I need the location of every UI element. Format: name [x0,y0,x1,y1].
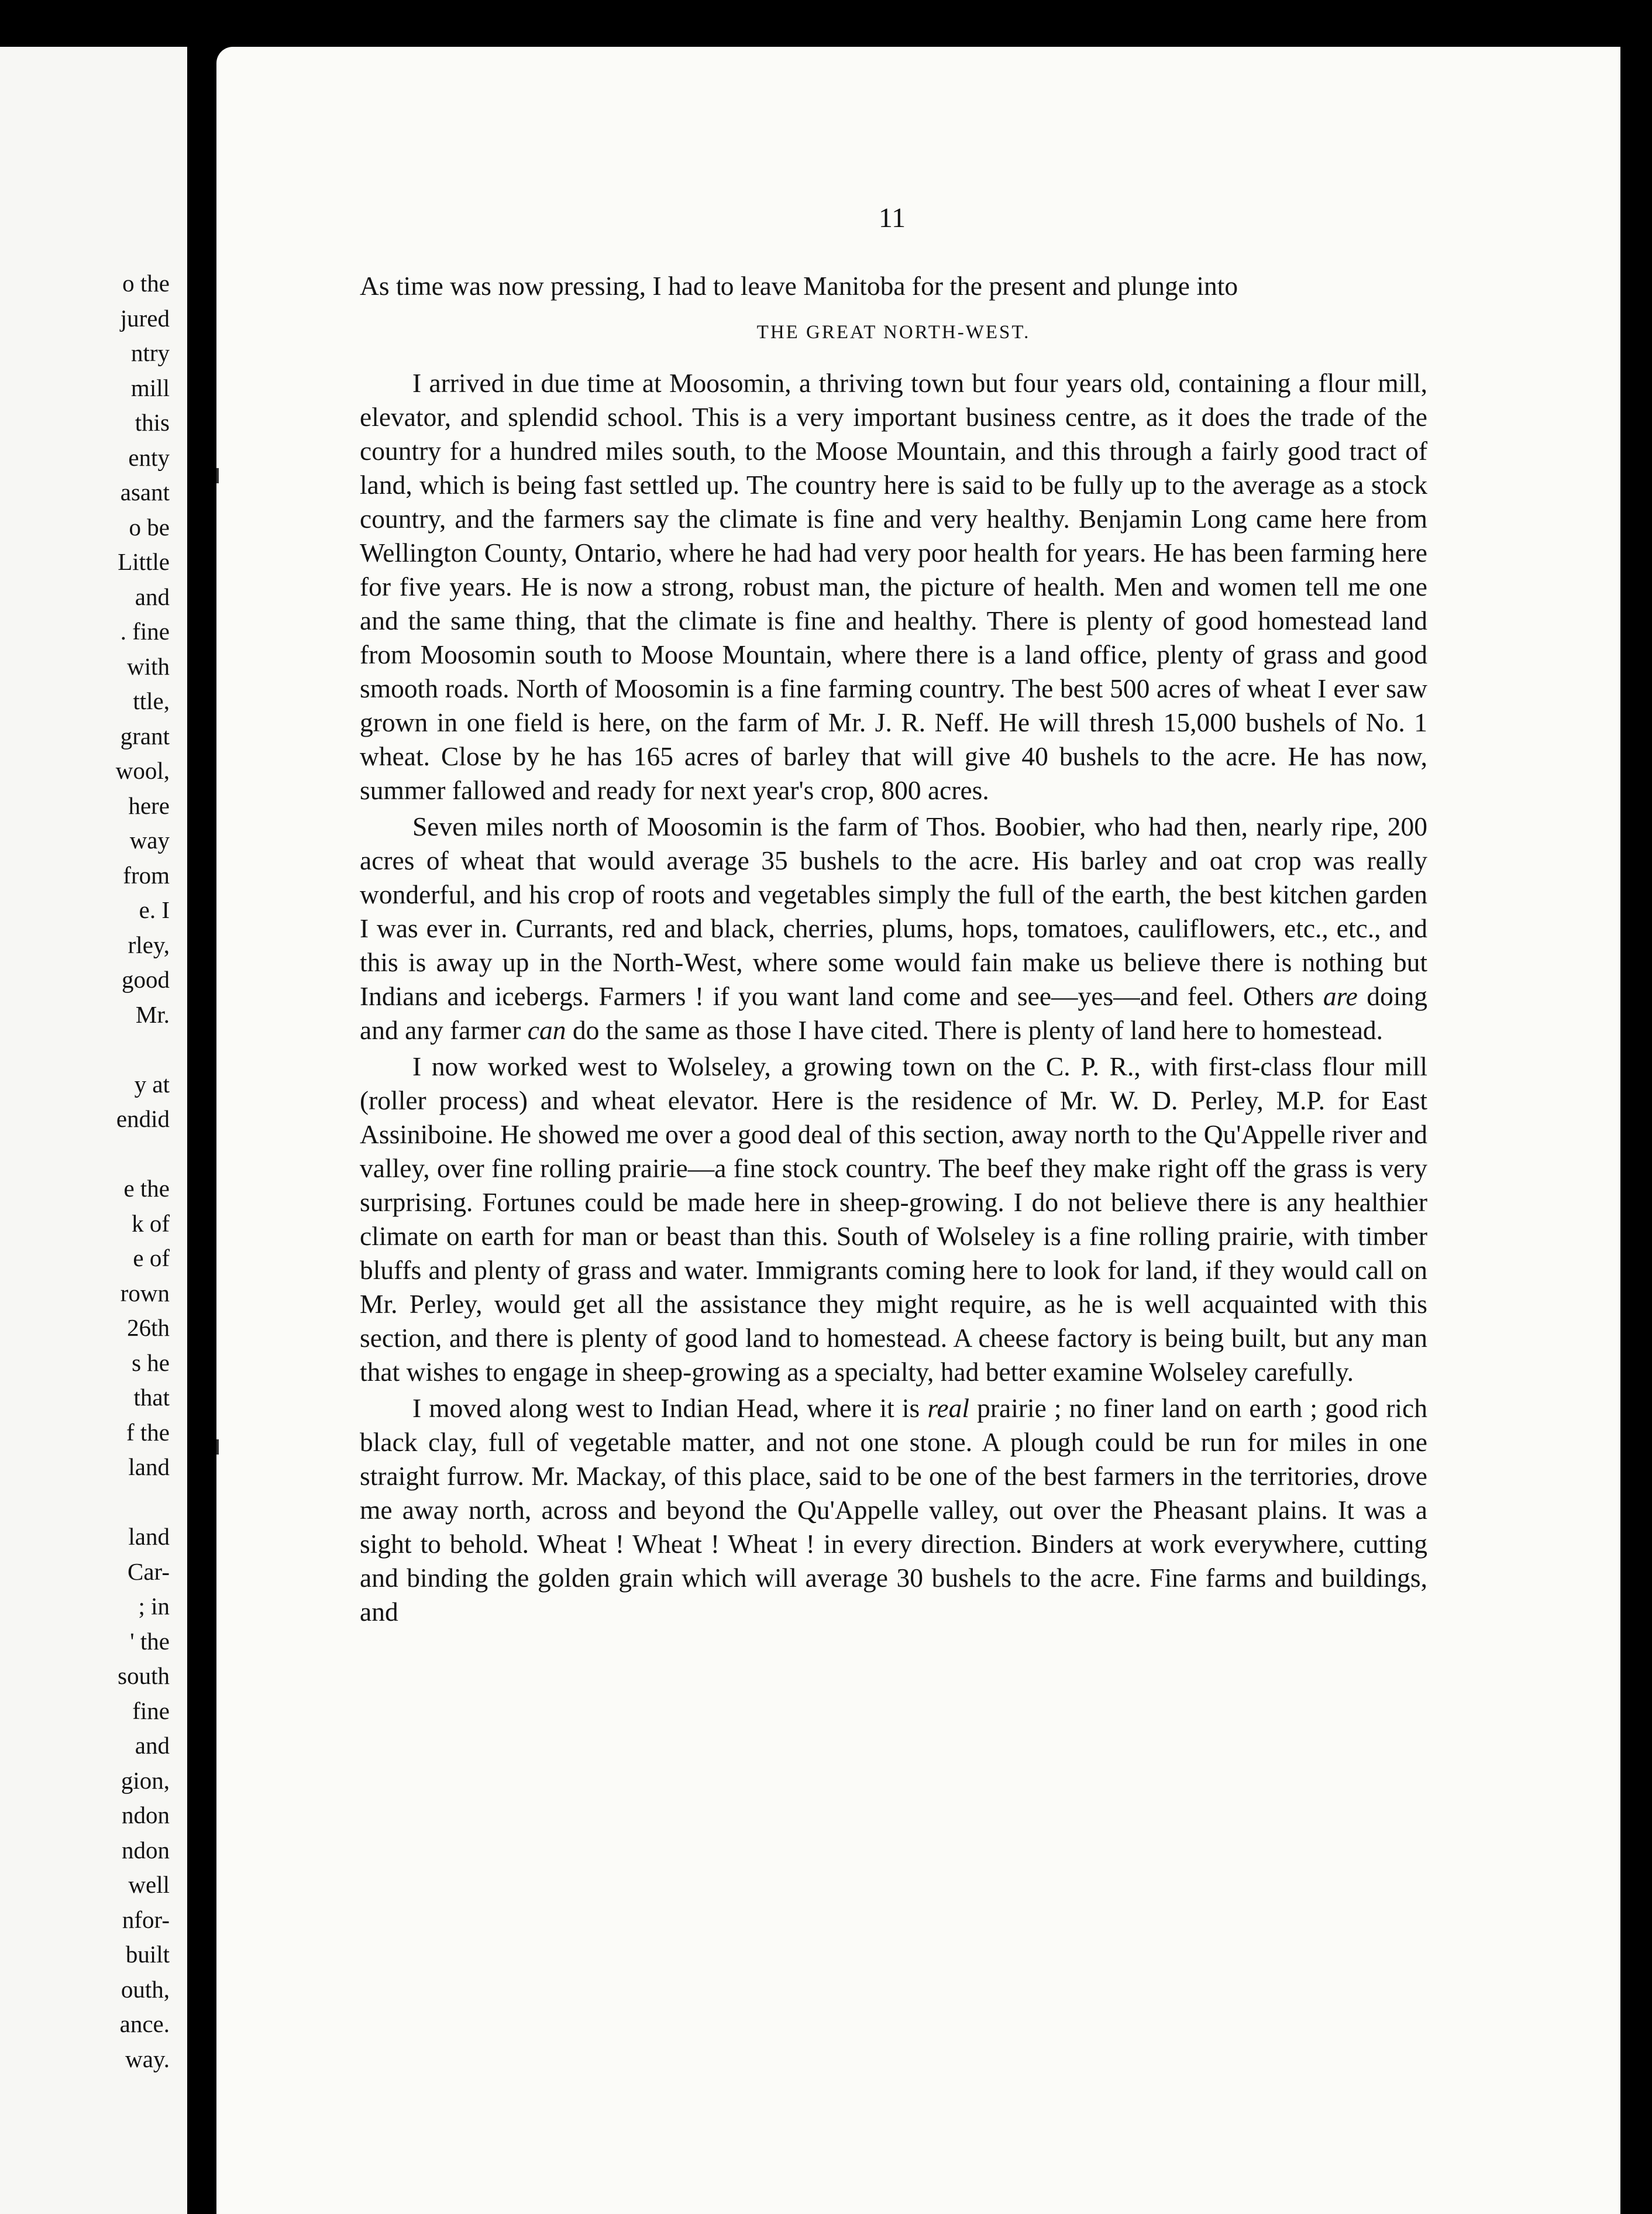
paragraph-text: Seven miles north of Moosomin is the farm of Thos. Boobier, who had then, nearly ripe, 200 acres of wheat that would average 35 bushels to the acre. His barley and oat crop was really wonderful, and his crop of roots and vegetables simply the full of the earth, the best kitchen garden I was ever in. Currants, red and black, cherries, plums, hops, tomatoes, cauliflowers, etc., etc., and this is away up in the North-West, where some would fain make us believe there is nothing but Indians and icebergs. Farmers ! if you want land come and see—yes—and feel. Others [360,812,1427,1011]
margin-mark [216,468,219,483]
left-line: Little [118,548,170,575]
book-spine-gap [187,0,216,2214]
intro-paragraph: As time was now pressing, I had to leave Manitoba for the present and plunge into [360,271,1238,301]
left-line: e of [133,1244,170,1271]
page-number: 11 [878,202,906,233]
body-text [360,269,1427,1629]
left-line: south [118,1662,170,1689]
left-line: ance. [119,2010,170,2037]
left-line: land [128,1523,170,1550]
left-line: ' the [130,1627,170,1655]
left-line: s he [132,1349,170,1376]
left-line-blank [18,1137,170,1172]
left-line: o the [122,270,170,297]
left-line: Mr. [135,1001,170,1028]
paragraph-text: prairie ; no finer land on earth ; good rich black clay, full of vegetable matter, and not one stone. A plough could be run for miles in one straight furrow. Mr. Mackay, of this place, said to be one of the best farmers in the territories, drove me away north, across and beyond the Qu'Appelle valley, out over the Pheasant plains. It was a sight to behold. Wheat ! Wheat ! Wheat ! in every direction. Binders at work everywhere, cutting and binding the golden grain which will average 30 bushels to the acre. Fine farms and buildings, and [360,1393,1427,1627]
left-line-blank [18,1485,170,1520]
left-line: from [123,861,170,889]
left-line: mill [130,374,170,401]
left-line: ndon [122,1802,170,1828]
paragraph-moosomin: I arrived in due time at Moosomin, a thriving town but four years old, containing a flour mill, elevator, and splendid school. This is a very important business centre, as it does the trade of the country for a hundred miles south, to the Moose Mountain, and this through a fairly good tract of land, which is being fast settled up. The country here is said to be fully up to the average as a stock country, and the farmers say the climate is fine and very healthy. Benjamin Long came here from Wellington County, Ontario, where he had had very poor health for years. He has been farming here for five years. He is now a strong, robust man, the picture of health. Men and women tell me one and the same thing, that the climate is fine and healthy. There is plenty of good homestead land from Moosomin south to Moose Mountain, where there is a land office, plenty of grass and good smooth roads. North of Moosomin is a fine farming country. The best 500 acres of wheat I ever saw grown in one field is here, on the farm of Mr. J. R. Neff. He will thresh 15,000 bushels of No. 1 wheat. Close by he has 165 acres of barley that will give 40 bushels to the acre. He has now, summer fallowed and ready for next year's crop, 800 acres. [360,368,1427,805]
left-line: o be [129,513,170,541]
left-line: y at [134,1070,170,1098]
left-line: land [128,1453,170,1480]
left-line: . fine [120,618,170,645]
left-line: f the [126,1418,170,1446]
paragraph-text: I moved along west to Indian Head, where it is [412,1393,928,1423]
left-line: outh, [121,1975,170,2003]
left-line: Car- [127,1558,170,1585]
left-line: e. I [139,896,170,923]
left-line: rown [120,1279,170,1307]
paragraph-text: do the same as those I have cited. There is plenty of land here to homestead. [566,1015,1383,1045]
left-line: 26th [127,1314,170,1341]
left-line: e the [123,1175,170,1202]
paragraph-wolseley: I now worked west to Wolseley, a growing town on the C. P. R., with first-class flour mill (roller process) and wheat elevator. Here is the residence of Mr. W. D. Perley, M.P. for East Assiniboine. He showed me over a good deal of this section, away north to the Qu'Appelle river and valley, over fine rolling prairie—a fine stock country. The beef they make right off the grass is very surprising. Fortunes could be made here in sheep-growing. I do not believe there is any healthier climate on earth for man or beast than this. South of Wolseley is a fine rolling prairie, with timber bluffs and plenty of grass and water. Immigrants coming here to look for land, if they would call on Mr. Perley, would get all the assistance they might require, as he is well acquainted with this section, and there is plenty of good land to homestead. A cheese factory is being built, but any man that wishes to engage in sheep-growing as a specialty, had better examine Wolseley carefully. [360,1051,1427,1387]
left-line: ttle, [133,687,170,714]
left-line: here [128,792,170,819]
left-page-fragment [0,47,187,2214]
italic-word: can [527,1015,566,1045]
section-heading: THE GREAT NORTH-WEST. [756,322,1031,343]
left-line: nfor- [122,1906,170,1933]
left-line: grant [120,722,170,750]
paragraph-indian-head [360,1391,1427,1629]
left-line: endid [116,1105,170,1132]
left-line: ; in [138,1593,170,1620]
right-page-edge [1620,0,1652,2214]
margin-mark [216,1439,219,1455]
left-line: wool, [115,757,170,784]
italic-word: are [1323,981,1358,1011]
left-line: jured [120,304,170,332]
left-line: that [133,1384,170,1411]
left-line: fine [132,1697,170,1724]
left-line: enty [128,444,170,471]
paragraph-text: doing and any farmer [360,981,1427,1045]
left-line: ndon [122,1836,170,1864]
left-line: ntry [130,339,170,366]
italic-word: real [927,1393,969,1423]
left-line: good [122,966,170,993]
left-line: built [125,1941,170,1968]
left-line: and [135,1732,170,1759]
left-line: rley, [128,931,170,958]
left-line: well [128,1871,170,1898]
right-page [216,47,1620,2214]
left-line-blank [18,1032,170,1067]
left-line: asant [120,479,170,506]
left-line: this [135,409,170,436]
left-line: and [135,583,170,610]
left-page-text-fragments [18,266,170,2077]
left-line: way. [125,2045,170,2072]
left-line: k of [132,1209,170,1237]
paragraph-boobier-farm [360,810,1427,1047]
left-line: way [129,827,170,854]
left-line: with [127,652,170,680]
left-line: gion, [121,1766,170,1794]
